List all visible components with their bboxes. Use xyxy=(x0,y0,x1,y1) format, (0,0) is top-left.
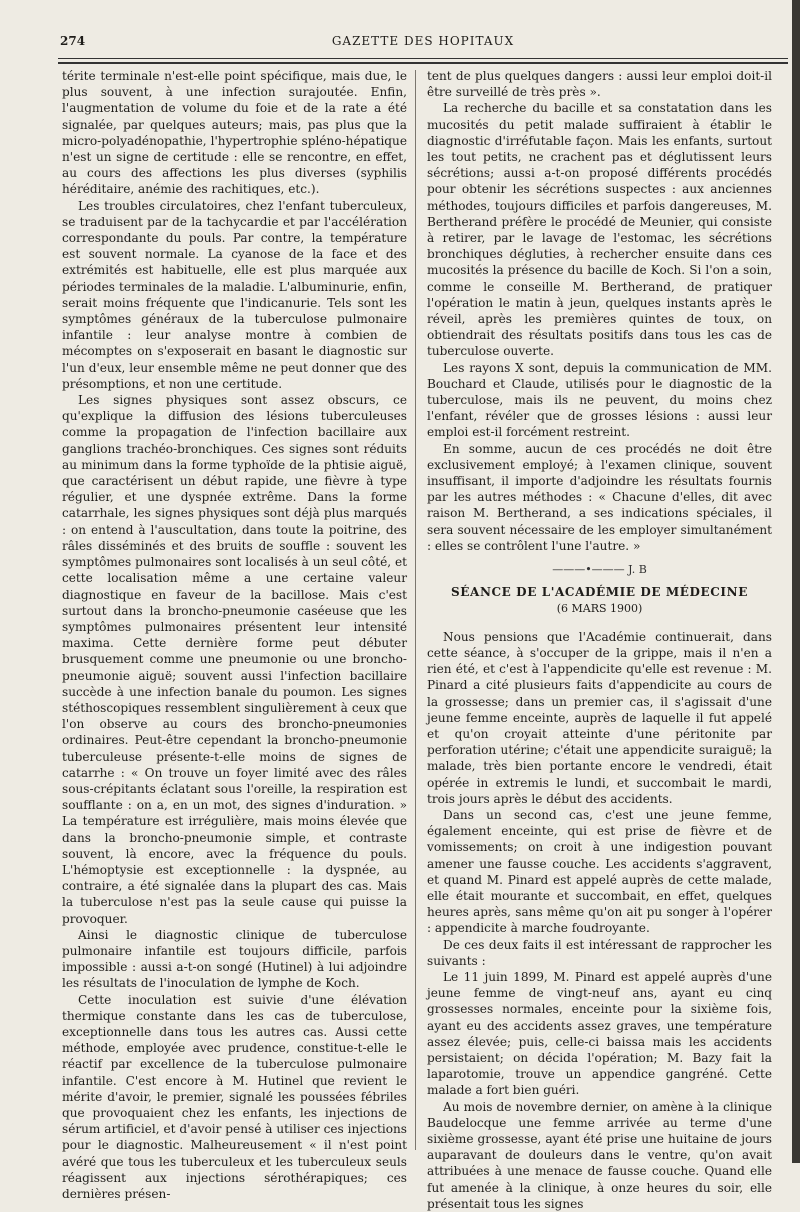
column-divider xyxy=(415,70,416,1150)
section-title: SÉANCE DE L'ACADÉMIE DE MÉDECINE xyxy=(451,585,748,600)
right-column xyxy=(427,68,772,1212)
header-rule xyxy=(58,58,788,59)
section-separator: ———•——— J. B xyxy=(552,563,647,577)
page-number: 274 xyxy=(60,34,86,48)
paragraph: La recherche du bacille et sa constatation dans les mucosités du petit malade suffiraient à établir le diagnostic d'irréfutable façon. Mais les enfants, surtout les tout petits, ne crachent pas et déglutissent leurs sécrétions; aussi a-t-on proposé différents procédés pour obtenir les sécrétions suspectes : aux anciennes méthodes, toujours difficiles et parfois dangereuses, M. Bertherand préfère le procédé de Meunier, qui consiste à retirer, par le lavage de l'estomac, les sécrétions bronchiques dégluties, à rechercher ensuite dans ces mucosités la présence du bacille de Koch. Si l'on a soin, comme le conseille M. Bertherand, de pratiquer l'opération le matin à jeun, quelques instants après le réveil, après les premières quintes de toux, on obtiendrait des résultats positifs dans tous les cas de tuberculose ouverte. xyxy=(427,101,772,359)
page-header xyxy=(58,34,788,54)
header-rule-double xyxy=(58,62,788,64)
paragraph: Les rayons X sont, depuis la communication de MM. Bouchard et Claude, utilisés pour le diagnostic de la tuberculose, mais ils ne peuvent, du moins chez l'enfant, révéler que de grosses lésions : aussi leur emploi est-il forcément restreint. xyxy=(427,360,772,440)
paragraph: Cette inoculation est suivie d'une élévation thermique constante dans les cas de tuberculose, exceptionnelle dans tous les autres cas. Aussi cette méthode, employée avec prudence, constitue-t-elle le réactif par excellence de la tuberculose pulmonaire infantile. C'est encore à M. Hutinel que revient le mérite d'avoir, le premier, signalé les poussées fébriles que provoquaient chez les enfants, les injections de sérum artificiel, et d'avoir pensé à utiliser ces injections pour le diagnostic. Malheureusement « il n'est point avéré que tous les tuberculeux et les tuberculeux seuls réagissent aux injections sérothérapiques; ces dernières présen- xyxy=(62,992,407,1202)
paragraph: tent de plus quelques dangers : aussi leur emploi doit-il être surveillé de très près ». xyxy=(427,69,772,100)
paragraph: Au mois de novembre dernier, on amène à la clinique Baudelocque une femme arrivée au terme d'une sixième grossesse, ayant été prise une huitaine de jours auparavant de douleurs dans le ventre, qu'on avait attribuées à une menace de fausse couche. Quand elle fut amenée à la clinique, à onze heures du soir, elle présentait tous les signes xyxy=(427,1099,772,1211)
paragraph: Les troubles circulatoires, chez l'enfant tuberculeux, se traduisent par de la tachycardie et par l'accélération correspondante du pouls. Par contre, la température est souvent normale. La cyanose de la face et des extrémités est habituelle, elle est plus marquée aux périodes terminales de la maladie. L'albuminurie, enfin, serait moins fréquente que l'indicanurie. Tels sont les symptômes généraux de la tuberculose pulmonaire infantile : leur analyse montre à combien de mécomptes on s'exposerait en basant le diagnostic sur l'un d'eux, leur ensemble même ne peut donner que des présomptions, et non une certitude. xyxy=(62,198,407,391)
paragraph: térite terminale n'est-elle point spécifique, mais due, le plus souvent, à une infection surajoutée. Enfin, l'augmentation de volume du foie et de la rate a été signalée, par quelques auteurs; mais, pas plus que la micro-polyadénopathie, l'hypertrophie spléno-hépatique n'est un signe de certitude : elle se rencontre, en effet, au cours des affections les plus diverses (syphilis héréditaire, anémie des rachitiques, etc.). xyxy=(62,69,407,197)
paragraph: Dans un second cas, c'est une jeune femme, également enceinte, qui est prise de fièvre et de vomissements; on croit à une indigestion pouvant amener une fausse couche. Les accidents s'aggravent, et quand M. Pinard est appelé auprès de cette malade, elle était mourante et succombait, en effet, quelques heures après, sans même qu'on ait pu songer à l'opérer : appendicite à marche foudroyante. xyxy=(427,807,772,936)
paragraph: Les signes physiques sont assez obscurs, ce qu'explique la diffusion des lésions tuberculeuses comme la propagation de l'infection bacillaire aux ganglions trachéo-bronchiques. Ces signes sont réduits au minimum dans la forme typhoïde de la phtisie aiguë, que caractérisent un début rapide, une fièvre à type régulier, et une dyspnée extrême. Dans la forme catarrhale, les signes physiques sont déjà plus marqués : on entend à l'auscultation, dans toute la poitrine, des râles disséminés et des bruits de souffle : souvent les symptômes pulmonaires sont localisés à un seul côté, et cette localisation même a une certaine valeur diagnostique en faveur de la bacillose. Mais c'est surtout dans la broncho-pneumonie caséeuse que les symptômes pulmonaires présentent leur intensité maxima. Cette dernière forme peut débuter brusquement comme une pneumonie ou une broncho-pneumonie aiguë; souvent aussi l'infection bacillaire succède à une infection banale du poumon. Les signes stéthoscopiques ressemblent singulièrement à ceux que l'on observe au cours des broncho-pneumonies ordinaires. Peut-être cependant la broncho-pneumonie tuberculeuse présente-t-elle moins de signes de catarrhe : « On trouve un foyer limité avec des râles sous-crépitants éclatant sous l'oreille, la respiration est soufflante : on a, en un mot, des signes d'induration. » La température est irrégulière, mais moins élevée que dans la broncho-pneumonie simple, et contraste souvent, là encore, avec la fréquence du pouls. L'hémoptysie est exceptionnelle : la dyspnée, au contraire, a été signalée dans la plupart des cas. Mais la tuberculose n'est pas la seule cause qui puisse la provoquer. xyxy=(62,393,407,926)
paragraph: Ainsi le diagnostic clinique de tuberculose pulmonaire infantile est toujours difficile, parfois impossible : aussi a-t-on songé (Hutinel) à lui adjoindre les résultats de l'inoculation de lymphe de Koch. xyxy=(62,927,407,991)
page-edge-shadow xyxy=(792,0,800,1163)
running-title: GAZETTE DES HOPITAUX xyxy=(331,34,515,48)
paragraph: Nous pensions que l'Académie continuerait, dans cette séance, à s'occuper de la grippe, mais il n'en a rien été, et c'est à l'appendicite qu'elle est revenue : M. Pinard a cité plusieurs faits d'appendicite au cours de la grossesse; dans un premier cas, il s'agissait d'une jeune femme enceinte, auprès de laquelle il fut appelé et qu'on croyait atteinte d'une péritonite par perforation utérine; c'était une appendicite suraiguë; la malade, très bien portante encore le vendredi, était opérée in extremis le lundi, et succombait le mardi, trois jours après le début des accidents. xyxy=(427,629,772,806)
section-date: (6 MARS 1900) xyxy=(556,601,643,615)
left-column xyxy=(62,68,407,1202)
paragraph: De ces deux faits il est intéressant de rapprocher les suivants : xyxy=(427,937,772,968)
paragraph: En somme, aucun de ces procédés ne doit être exclusivement employé; à l'examen clinique, souvent insuffisant, il importe d'adjoindre les résultats fournis par les autres méthodes : « Chacune d'elles, dit avec raison M. Bertherand, a ses indications spéciales, il sera souvent nécessaire de les employer simultanément : elles se contrôlent l'une l'autre. » xyxy=(427,441,772,553)
paragraph: Le 11 juin 1899, M. Pinard est appelé auprès d'une jeune femme de vingt-neuf ans, ayant eu cinq grossesses normales, enceinte pour la sixième fois, ayant eu des accidents assez graves, une température assez élevée; puis, celle-ci baissa mais les accidents persistaient; on décida l'opération; M. Bazy fait la laparotomie, trouve un appendice gangréné. Cette malade a fort bien guéri. xyxy=(427,969,772,1098)
